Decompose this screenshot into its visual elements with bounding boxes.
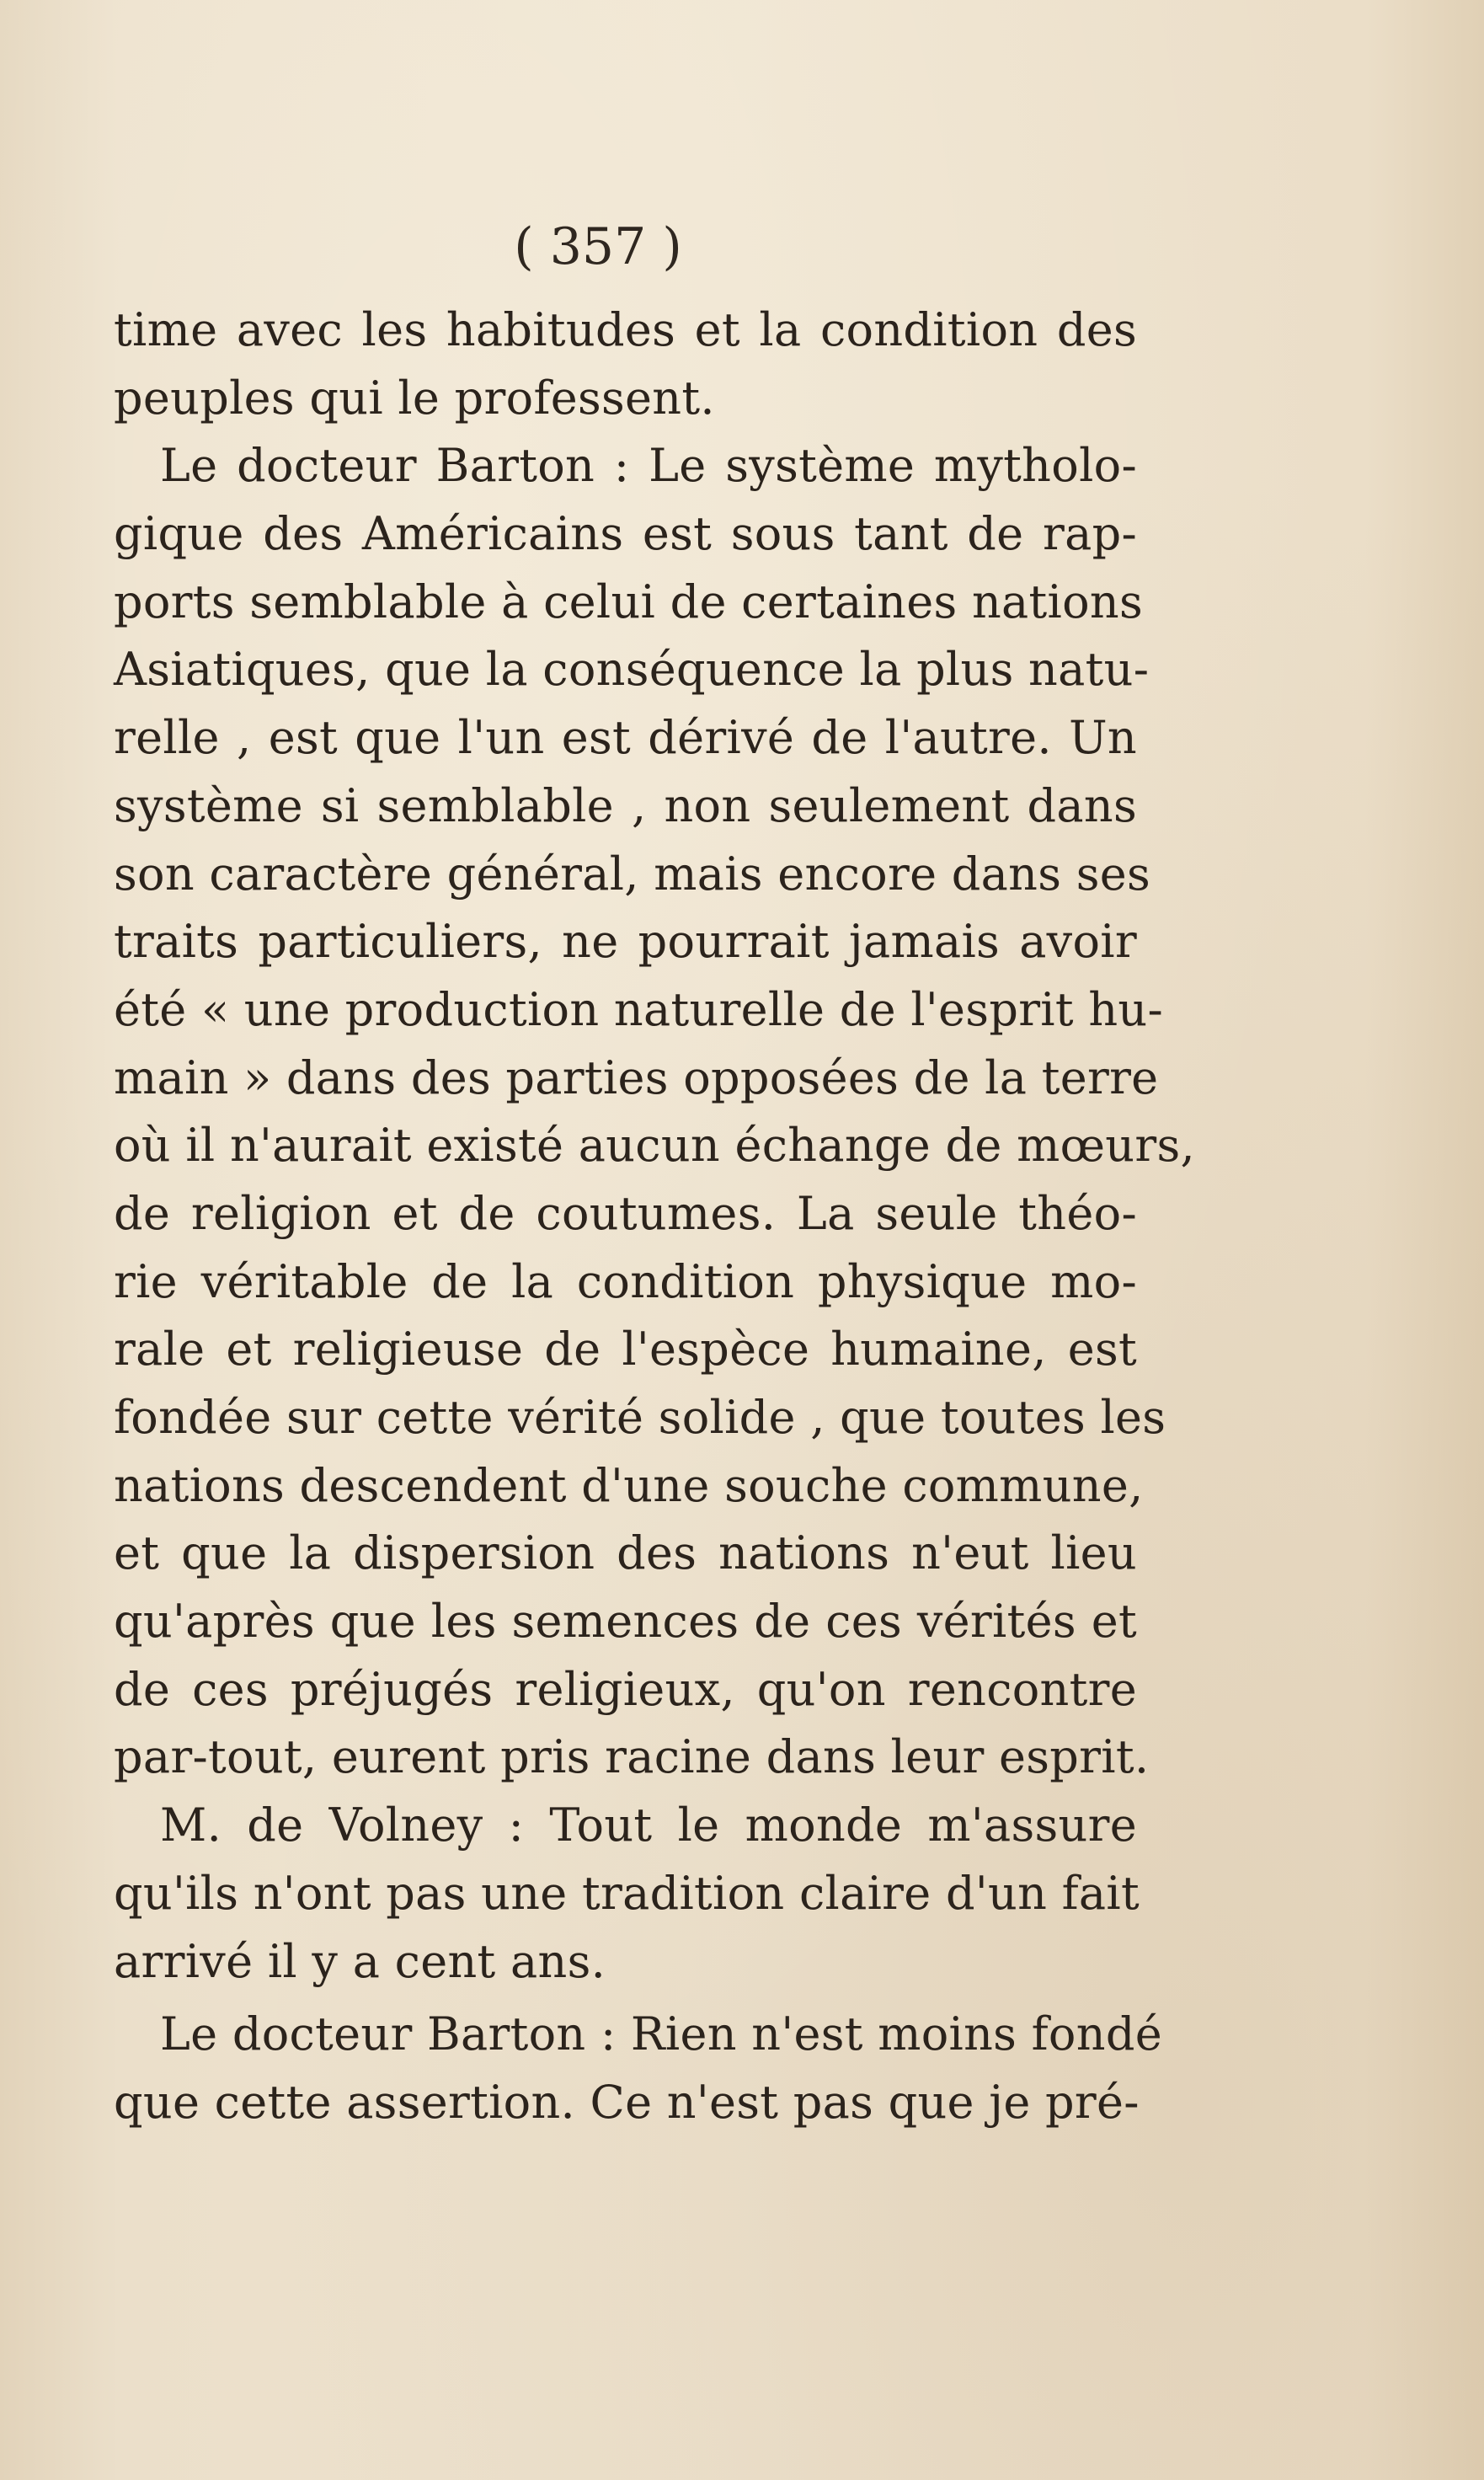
page-number: ( 357 ) <box>514 217 682 276</box>
text-line: arrivé il y a cent ans. <box>114 1934 606 1988</box>
text-line: son caractère général, mais encore dans ses <box>114 847 1150 901</box>
text-line: rale et religieuse de l'espèce humaine, est <box>114 1323 1137 1376</box>
text-line: Le docteur Barton : Rien n'est moins fondé <box>160 2007 1162 2061</box>
text-line: Asiatiques, que la conséquence la plus natu- <box>114 643 1150 697</box>
text-line: ports semblable à celui de certaines nations <box>114 575 1144 628</box>
text-line: par-tout, eurent pris racine dans leur esprit. <box>114 1730 1150 1784</box>
text-line: de ces préjugés religieux, qu'on rencontre <box>114 1662 1137 1716</box>
text-line: traits particuliers, ne pourrait jamais avoir <box>114 915 1137 969</box>
text-line: fondée sur cette vérité solide , que toutes les <box>114 1391 1166 1444</box>
text-line: rie véritable de la condition physique mo- <box>114 1254 1137 1308</box>
text-line: time avec les habitudes et la condition des <box>114 303 1137 356</box>
text-line: nations descendent d'une souche commune, <box>114 1458 1144 1512</box>
text-line: de religion et de coutumes. La seule théo- <box>114 1186 1137 1240</box>
text-line: où il n'aurait existé aucun échange de mœurs, <box>114 1119 1195 1173</box>
text-line: qu'ils n'ont pas une tradition claire d'un fait <box>114 1866 1140 1920</box>
text-line: et que la dispersion des nations n'eut lieu <box>114 1526 1137 1580</box>
text-line: gique des Américains est sous tant de rap- <box>114 507 1137 561</box>
text-line: que cette assertion. Ce n'est pas que je pré- <box>114 2075 1140 2129</box>
text-line: Le docteur Barton : Le système mytholo- <box>160 439 1137 493</box>
text-line: M. de Volney : Tout le monde m'assure <box>160 1799 1137 1852</box>
text-line: relle , est que l'un est dérivé de l'autre. Un <box>114 711 1137 765</box>
text-line: qu'après que les semences de ces vérités et <box>114 1595 1137 1649</box>
body-text <box>114 297 1195 2137</box>
text-line: système si semblable , non seulement dans <box>114 778 1137 832</box>
text-line: main » dans des parties opposées de la terre <box>114 1050 1159 1104</box>
text-line: peuples qui le professent. <box>114 371 715 425</box>
text-line: été « une production naturelle de l'esprit hu- <box>114 982 1164 1036</box>
